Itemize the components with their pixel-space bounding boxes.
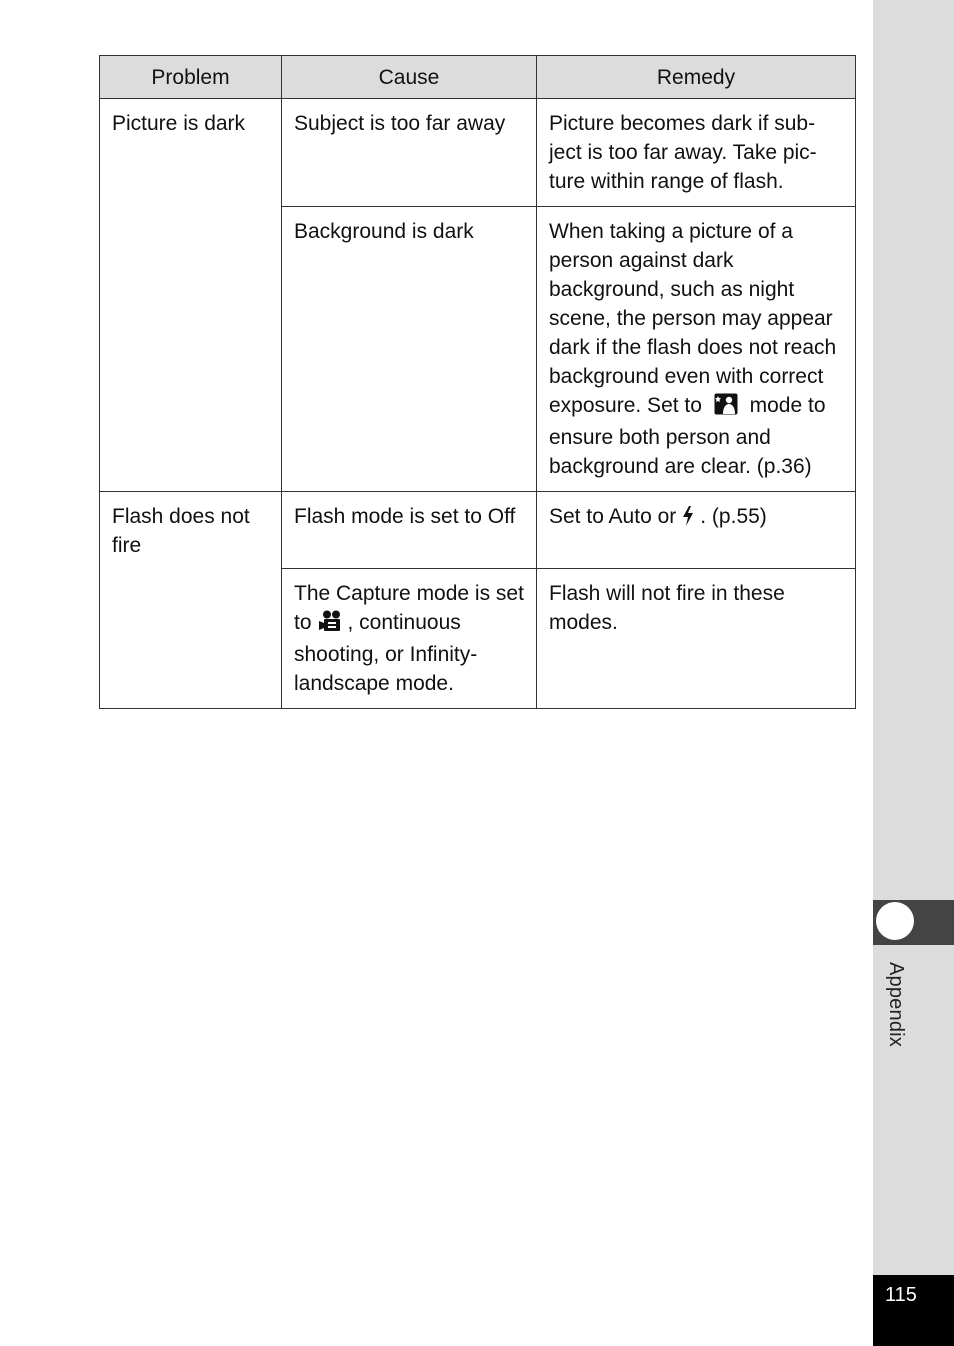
table-row	[100, 99, 856, 207]
remedy-line: ject is too far away. Take pic-	[549, 141, 817, 164]
night-scene-portrait-icon	[714, 393, 738, 423]
remedy-cell	[537, 99, 856, 207]
remedy-cell: Flash will not fire in these modes.	[537, 569, 856, 709]
cause-cell: Flash mode is set to Off	[282, 492, 537, 569]
remedy-text: mode to ensure both person and background are clear. (p.36)	[549, 394, 826, 478]
cause-cell: Subject is too far away	[282, 99, 537, 207]
cause-text: The Capture mode is set to	[294, 582, 524, 634]
remedy-text: When taking a picture of a person against dark background, such as night scene, the person may appear dark if the flash does not reach background even with correct exposure. Set to	[549, 220, 837, 417]
page-number: 115	[885, 1284, 917, 1306]
header-remedy: Remedy	[537, 56, 856, 99]
remedy-line: ture within range of flash.	[549, 170, 784, 193]
cause-text: , continuous shooting, or Infinity-landscape mode.	[294, 611, 478, 695]
remedy-text: Set to Auto or	[549, 505, 677, 528]
header-problem: Problem	[100, 56, 282, 99]
movie-mode-icon	[318, 610, 342, 640]
remedy-line: Picture becomes dark if sub-	[549, 112, 816, 135]
remedy-cell	[537, 492, 856, 569]
problem-cell: Flash does not fire	[100, 492, 282, 709]
section-label: Appendix	[885, 962, 907, 1047]
page-sidebar	[873, 0, 954, 1346]
problem-cell: Picture is dark	[100, 99, 282, 492]
table-row	[100, 492, 856, 569]
cause-cell	[282, 569, 537, 709]
remedy-cell	[537, 207, 856, 492]
cause-cell: Background is dark	[282, 207, 537, 492]
flash-on-icon	[682, 505, 694, 534]
troubleshooting-table	[99, 55, 856, 709]
header-cause: Cause	[282, 56, 537, 99]
remedy-text: . (p.55)	[700, 505, 767, 528]
section-marker-dot	[876, 902, 914, 940]
table-header-row	[100, 56, 856, 99]
